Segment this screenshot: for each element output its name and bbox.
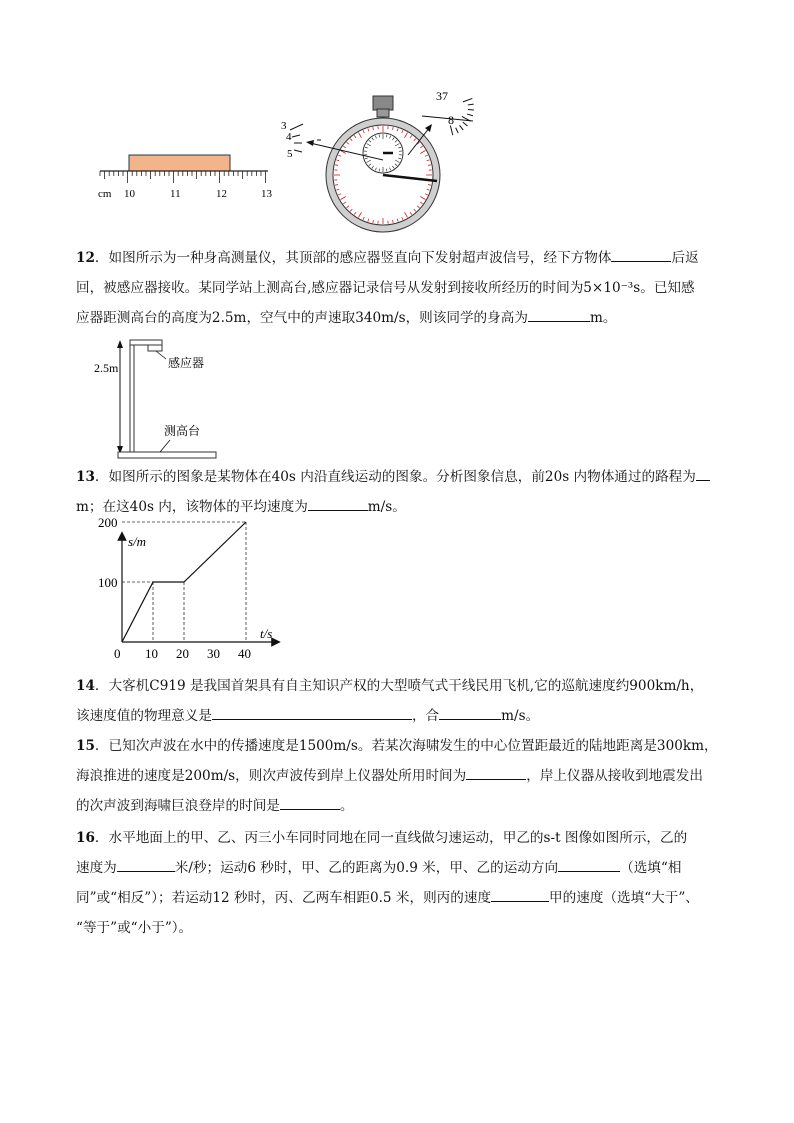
question-text: m/s。 xyxy=(367,499,406,515)
height-meter-figure xyxy=(92,336,242,466)
stopwatch-figure xyxy=(270,80,490,240)
question-16 xyxy=(76,823,752,943)
question-13 xyxy=(76,462,752,522)
zoom-tick xyxy=(460,125,464,130)
question-number: 14 xyxy=(76,678,95,694)
y-tick-label: 100 xyxy=(98,575,118,590)
ruler-unit: cm xyxy=(98,188,112,200)
question-text: ．如图所示为一种身高测量仪，其顶部的感应器竖直向下发射超声波信号，经下方物体 xyxy=(94,250,612,266)
zoom-label-37: 37 xyxy=(436,89,448,103)
x-tick-label: 30 xyxy=(207,646,220,661)
answer-blank[interactable] xyxy=(611,247,671,262)
question-text: ．已知次声波在水中的传播速度是1500m/s。若某次海啸发生的中心位置距最近的陆地距离是300km， xyxy=(94,738,718,754)
zoom-tick xyxy=(456,128,459,133)
x-tick-label: 10 xyxy=(145,646,158,661)
question-text: ，合 xyxy=(411,708,440,724)
question-text: 应器距测高台的高度为2.5m，空气中的声速取340m/s，则该同学的身高为 xyxy=(76,310,528,326)
question-text: ．如图所示的图象是某物体在40s 内沿直线运动的图象。分析图象信息，前20s 内物体通过的路程为 xyxy=(94,469,696,485)
big-dial-callout-arrow xyxy=(425,124,432,132)
question-number: 16 xyxy=(76,830,95,846)
answer-blank[interactable] xyxy=(280,795,340,810)
question-text: 回，被感应器接收。某同学站上测高台,感应器记录信号从发射到接收所经历的时间为5×10⁻³s。已知感 xyxy=(76,280,695,296)
sensor-label: 感应器 xyxy=(168,356,205,370)
ruler-tick-label: 13 xyxy=(261,188,272,200)
question-text: m。 xyxy=(589,310,617,326)
zoom-label-8: 8 xyxy=(448,113,454,127)
answer-blank[interactable] xyxy=(117,857,175,872)
x-axis-label: t/s xyxy=(260,626,273,641)
meter-pole xyxy=(130,342,134,452)
answer-blank[interactable] xyxy=(528,307,590,322)
question-text: 甲的速度（选填“大于”、 xyxy=(549,890,699,906)
answer-blank[interactable] xyxy=(696,466,710,481)
question-number: 13 xyxy=(76,469,95,485)
question-15 xyxy=(76,731,752,821)
question-text: m/s。 xyxy=(501,708,540,724)
meter-arm xyxy=(130,340,162,345)
zoom-tick xyxy=(463,98,472,101)
question-text: ．水平地面上的甲、乙、丙三小车同时同地在同一直线做匀速运动，甲乙的s-t 图像如图所示，乙的 xyxy=(94,830,688,846)
answer-blank[interactable] xyxy=(212,705,412,720)
zoom-tick xyxy=(463,122,468,126)
ruler-tick-label: 11 xyxy=(170,188,181,200)
platform-leader xyxy=(160,440,170,452)
question-number: 15 xyxy=(76,738,95,754)
y-tick-label: 200 xyxy=(98,515,118,530)
st-chart xyxy=(98,515,284,662)
platform-label: 测高台 xyxy=(164,424,201,438)
zoom-tick xyxy=(292,135,300,137)
question-text: ．大客机C919 是我国首架具有自主知识产权的大型喷气式干线民用飞机,它的巡航速度约900km/h， xyxy=(94,678,704,694)
small-dial-label: 3 xyxy=(281,120,287,132)
zoom-tick xyxy=(290,124,303,130)
question-text: （选填“相 xyxy=(620,860,682,876)
test-platform xyxy=(118,452,216,458)
height-label: 2.5m xyxy=(94,361,119,375)
small-dial-label: 4 xyxy=(286,131,292,143)
ruler-ticks xyxy=(100,171,266,183)
question-text: 后返 xyxy=(671,250,699,266)
answer-blank[interactable] xyxy=(466,765,526,780)
question-12 xyxy=(76,243,752,333)
zoom-tick xyxy=(468,104,474,105)
zoom-tick xyxy=(294,150,302,152)
orange-block xyxy=(129,155,230,171)
question-text: 同”或“相反”）；若运动12 秒时，丙、乙两车相距0.5 米，则丙的速度 xyxy=(76,890,492,906)
question-number: 12 xyxy=(76,250,95,266)
question-text: 米/秒；运动6 秒时，甲、乙的距离为0.9 米，甲、乙的运动方向 xyxy=(174,860,559,876)
question-text: 速度为 xyxy=(76,860,117,876)
ruler-tick-label: 12 xyxy=(216,188,227,200)
question-text: m；在这40s 内，该物体的平均速度为 xyxy=(76,499,308,515)
sensor xyxy=(148,345,162,351)
answer-blank[interactable] xyxy=(439,705,501,720)
x-tick-label: 20 xyxy=(176,646,189,661)
zoom-tick xyxy=(467,114,473,116)
answer-blank[interactable] xyxy=(308,496,368,511)
question-text: ，岸上仪器从接收到地震发出 xyxy=(526,768,703,784)
sensor-leader xyxy=(156,351,166,359)
stopwatch-crown xyxy=(373,96,393,110)
ruler-tick-label: 10 xyxy=(124,188,135,200)
y-axis-label: s/m xyxy=(128,534,147,549)
question-14 xyxy=(76,671,752,731)
small-dial-callout-arrow xyxy=(306,140,314,146)
answer-blank[interactable] xyxy=(491,887,549,902)
question-text: 。 xyxy=(339,798,354,814)
answer-blank[interactable] xyxy=(558,857,620,872)
x-tick-label: 0 xyxy=(114,646,121,661)
question-text: 该速度值的物理意义是 xyxy=(76,708,212,724)
question-text: “等于”或“小于”）。 xyxy=(76,920,193,936)
ruler-figure xyxy=(96,150,276,205)
question-text: 的次声波到海啸巨浪登岸的时间是 xyxy=(76,798,280,814)
arrow-up xyxy=(117,340,123,348)
question-text: 海浪推进的速度是200m/s，则次声波传到岸上仪器处所用时间为 xyxy=(76,768,467,784)
small-dial-label: 5 xyxy=(287,148,293,160)
x-tick-label: 40 xyxy=(238,646,251,661)
stopwatch-crown-neck xyxy=(377,109,389,117)
